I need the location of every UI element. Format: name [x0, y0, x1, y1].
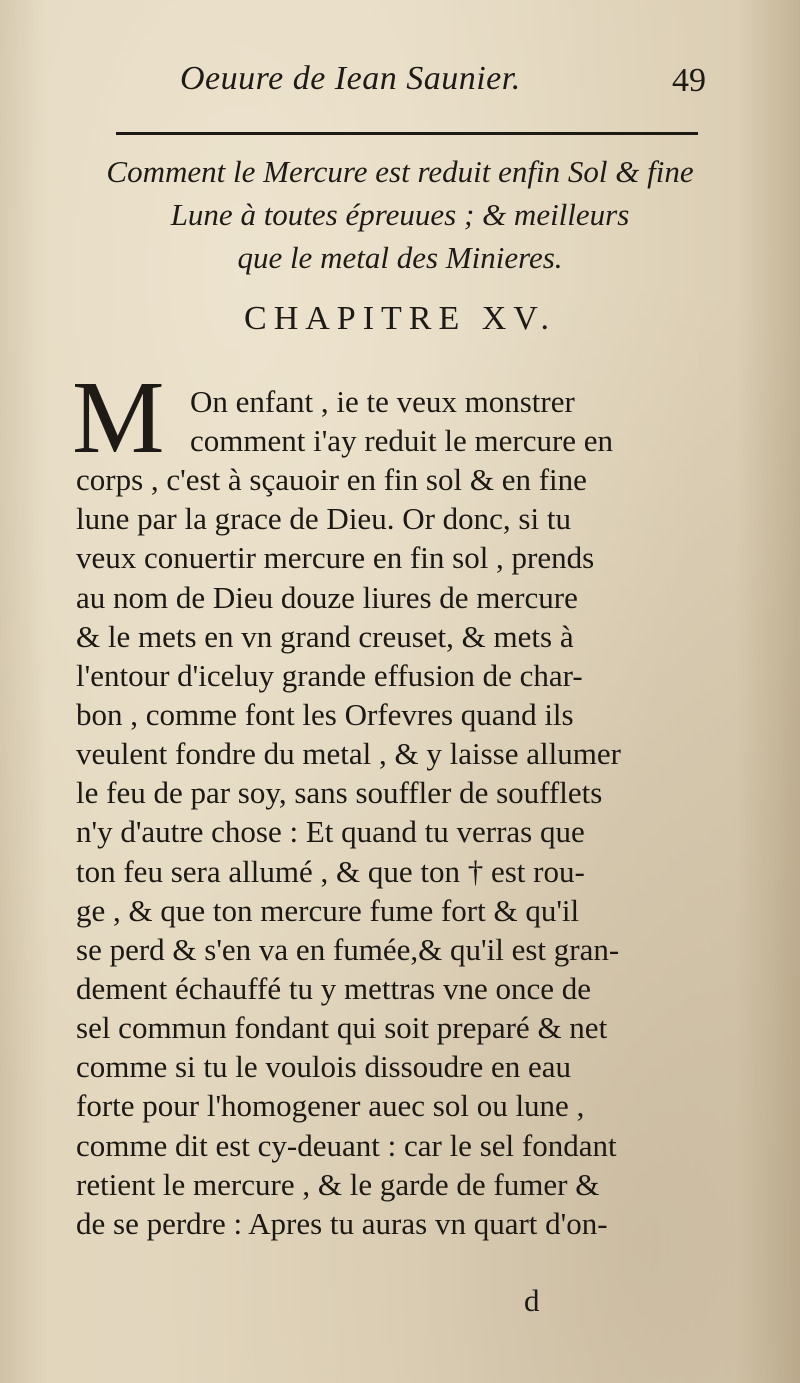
text-line: retient le mercure , & le garde de fumer &	[76, 1167, 600, 1202]
text-line: On enfant , ie te veux monstrer	[190, 384, 575, 419]
text-line: le feu de par soy, sans souffler de soufflets	[76, 775, 603, 810]
chapter-heading-line: Comment le Mercure est reduit enfin Sol & fine	[106, 154, 694, 189]
running-title: Oeuure de Iean Saunier.	[180, 60, 521, 97]
text-line: n'y d'autre chose : Et quand tu verras que	[76, 814, 585, 849]
text-line: corps , c'est à sçauoir en fin sol & en fine	[76, 462, 587, 497]
header-rule	[116, 132, 698, 135]
text-line: ton feu sera allumé , & que ton † est rou-	[76, 854, 585, 889]
page-number: 49	[672, 62, 706, 99]
text-line: bon , comme font les Orfevres quand ils	[76, 697, 574, 732]
drop-cap: M	[72, 360, 165, 475]
text-line: comme dit est cy-deuant : car le sel fondant	[76, 1128, 617, 1163]
chapter-heading	[70, 150, 730, 279]
text-line: lune par la grace de Dieu. Or donc, si tu	[76, 501, 571, 536]
text-line: l'entour d'iceluy grande effusion de char-	[76, 658, 583, 693]
text-line: veulent fondre du metal , & y laisse allumer	[76, 736, 621, 771]
text-line: forte pour l'homogener auec sol ou lune ,	[76, 1088, 585, 1123]
text-line: sel commun fondant qui soit preparé & net	[76, 1010, 608, 1045]
catchword: d	[524, 1283, 540, 1318]
text-line: veux conuertir mercure en fin sol , prends	[76, 540, 595, 575]
text-line: & le mets en vn grand creuset, & mets à	[76, 619, 574, 654]
page-header	[0, 52, 800, 112]
chapter-label: CHAPITRE XV.	[244, 300, 556, 337]
text-line: comme si tu le voulois dissoudre en eau	[76, 1049, 572, 1084]
chapter-heading-line: que le metal des Minieres.	[237, 240, 563, 275]
chapter-heading-line: Lune à toutes épreuues ; & meilleurs	[170, 197, 630, 232]
text-line: se perd & s'en va en fumée,& qu'il est gran-	[76, 932, 620, 967]
text-line: de se perdre : Apres tu auras vn quart d'on-	[76, 1206, 608, 1241]
text-line: comment i'ay reduit le mercure en	[190, 423, 614, 458]
text-line: ge , & que ton mercure fume fort & qu'il	[76, 893, 580, 928]
text-line: au nom de Dieu douze liures de mercure	[76, 580, 578, 615]
text-line: dement échauffé tu y mettras vne once de	[76, 971, 592, 1006]
